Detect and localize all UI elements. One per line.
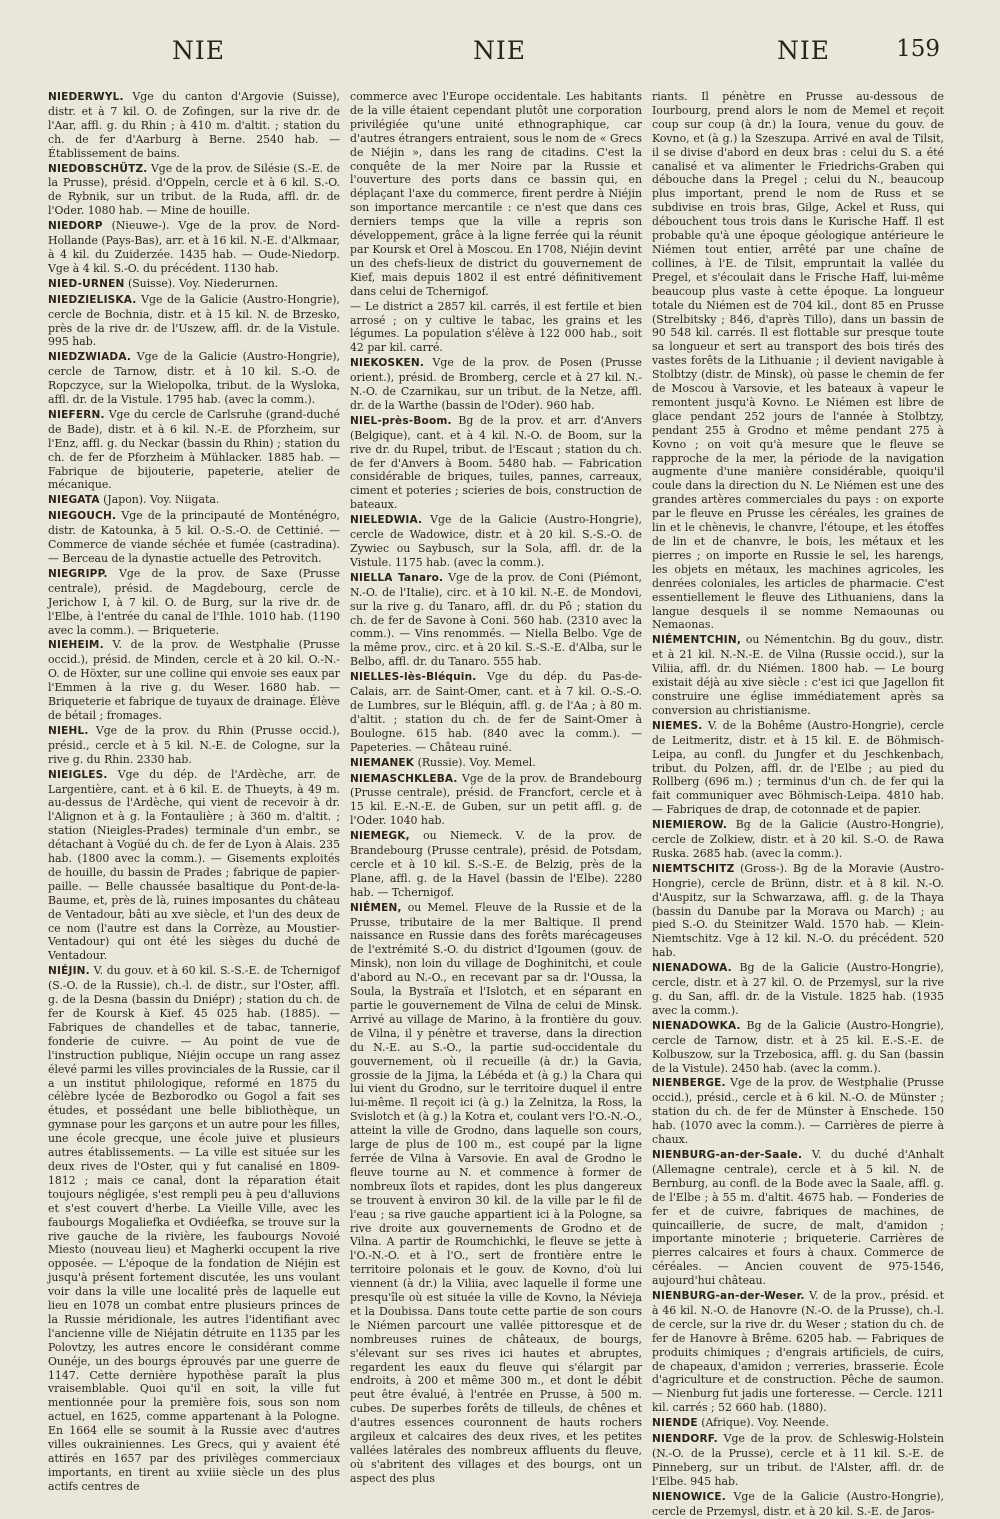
dictionary-entry bbox=[652, 633, 944, 717]
entry-headword: NIEDOBSCHÜTZ. bbox=[48, 162, 148, 175]
entry-headword: NIED-URNEN bbox=[48, 277, 125, 290]
entry-headword: NIEDZWIADA. bbox=[48, 351, 132, 364]
entry-headword: NIEMASCHKLEBA. bbox=[350, 772, 458, 785]
dictionary-entry bbox=[652, 90, 944, 632]
dictionary-entry bbox=[48, 408, 340, 492]
entry-text: Vge de la Galicie (Austro-Hongrie), cercle de Przemysl, distr. et à 20 kil. S.-E. de Jaros- bbox=[652, 1489, 944, 1518]
entry-text: V. de la Bohême (Austro-Hongrie), cercle de Leitmeritz, distr. et à 15 kil. E. de Böhmisch-Leipa, au confl. du Jungfer et du Jeschkenbach, tribut. du Polzen, affl. dr. de l'Elbe ; au pied du Rollberg (696 m.) ; terminus d'un ch. de fer qui la fait communiquer avec Böhmisch-Leipa. 4810 hab. — Fabriques de drap, de cotonnade et de papier. bbox=[652, 718, 944, 817]
entry-text: ou Némentchin. Bg du gouv., distr. et à 21 kil. N.-N.-E. de Vilna (Russie occid.), sur la Viliia, affl. dr. du Niémen. 1800 hab. — Le bourg existait déjà au xive siècle : c'est ici que Jagellon fit construire une église immédiatement après sa conversion au christianisme. bbox=[652, 633, 944, 717]
running-head-center: NIE bbox=[473, 36, 526, 65]
dictionary-entry bbox=[48, 162, 340, 219]
entry-text: Bg de la Galicie (Austro-Hongrie), cercle de Zolkiew, distr. et à 20 kil. S.-O. de Rawa Ruska. 2685 hab. (avec la comm.). bbox=[652, 818, 944, 860]
entry-text: (Gross-). Bg de la Moravie (Austro-Hongrie), cercle de Brünn, distr. et à 8 kil. N.-O. d'Auspitz, sur la Schwarzawa, affl. g. de la Thaya (bassin du Danube par la Morava ou March) ; au pied S.-O. du Steinitzer Wald. 1570 hab. — Klein-Niemtschitz. Vge à 12 kil. N.-O. du précédent. 520 hab. bbox=[652, 861, 944, 960]
entry-text: V. du duché d'Anhalt (Allemagne centrale), cercle et à 5 kil. N. de Bernburg, au confl. de la Bode avec la Saale, affl. g. de l'Elbe ; à 55 m. d'altit. 4675 hab. — Fonderies de fer et de cuivre, fabriques de machines, de quincaillerie, de sucre, de malt, d'amidon ; importante minoterie ; briqueterie. Carrières de pierres calcaires et fours à chaux. Commerce de céréales. — Ancien couvent de 975-1546, aujourd'hui château. bbox=[652, 1147, 944, 1288]
running-head-left: NIE bbox=[172, 36, 225, 65]
entry-headword: NIEGOUCH. bbox=[48, 510, 117, 523]
dictionary-entry bbox=[652, 1076, 944, 1147]
entry-text: — Le district a 2857 kil. carrés, il est fertile et bien arrosé ; on y cultive le tabac, les grains et les légumes. La population s'élève à 122 000 hab., soit 42 par kil. carré. bbox=[350, 299, 642, 355]
dictionary-entry bbox=[350, 300, 642, 356]
dictionary-entry bbox=[48, 638, 340, 722]
entry-headword: NIEGRIPP. bbox=[48, 567, 108, 580]
dictionary-entry bbox=[48, 277, 340, 292]
dictionary-entry bbox=[652, 1148, 944, 1288]
entry-headword: NIEL-près-Boom. bbox=[350, 414, 452, 427]
entry-text: V. du gouv. et à 60 kil. S.-S.-E. de Tchernigof (S.-O. de la Russie), ch.-l. de distr., sur l'Oster, affl. g. de la Desna (bassin du Dniépr) ; station du ch. de fer de Koursk à Kief. 45 025 hab. (1885). — Fabriques de chandelles et de tabac, tannerie, fonderie de cuivre. — Au point de vue de l'instruction publique, Niéjin occupe un rang assez élevé parmi les villes provinciales de la Russie, car il a un institut philologique, reformé en 1875 du célèbre lycée de Bezborodko ou Gogol a fait ses études, et possédant une belle bibliothèque, un gymnase pour les garçons et un autre pour les filles, une école grecque, une école juive et plusieurs autres établissements. — La ville est située sur les deux rives de l'Oster, qui y fut canalisé en 1809-1812 ; mais ce canal, dont la réparation était toujours négligée, s'est rempli peu à peu d'alluvions et s'est couvert d'herbe. La Vieille Ville, avec les faubourgs Mogaliefka et Ovdiéefka, se trouve sur la rive gauche de la rivière, les faubourgs Novoié Miesto (nouveau lieu) et Magherki occupent la rive opposée. — L'époque de la fondation de Niéjin est jusqu'à présent fortement discutée, les uns voulant voir dans la ville une localité près de laquelle eut lieu en 1078 un combat entre plusieurs princes de la Russie méridionale, les autres l'identifiant avec l'ancienne ville de Niéjatin détruite en 1135 par les Polovtzy, les autres encore le considérant comme Ounéje, un des bourgs éprouvés par une guerre de 1147. Cette dernière hypothèse paraît la plus vraisemblable. Quoi qu'il en soit, la ville fut mentionnée pour la première fois, sous son nom actuel, en 1625, comme appartenant à la Pologne. En 1664 elle se soumit à la Russie avec d'autres villes oukrainiennes. Les Grecs, qui y avaient été attirés en 1657 par des privilèges commerciaux importants, en tirent au xviiie siècle un des plus actifs centres de bbox=[48, 964, 340, 1493]
dictionary-entry bbox=[48, 964, 340, 1493]
entry-text: (Russie). Voy. Memel. bbox=[417, 755, 536, 769]
entry-headword: NIENBERGE. bbox=[652, 1077, 726, 1090]
entry-headword: NIEDZIELISKA. bbox=[48, 293, 137, 306]
column-middle bbox=[350, 90, 643, 1485]
entry-headword: NIÉMEN, bbox=[350, 901, 402, 914]
entry-headword: NIÉMENTCHIN, bbox=[652, 634, 742, 647]
entry-headword: NIELLES-lès-Bléquin. bbox=[350, 671, 477, 684]
entry-headword: NIEHEIM. bbox=[48, 639, 104, 652]
entry-headword: NIENDE bbox=[652, 1417, 698, 1430]
entry-headword: NIEMES. bbox=[652, 719, 703, 732]
dictionary-entry bbox=[652, 1490, 944, 1519]
entry-text: Vge de la prov. de Brandebourg (Prusse centrale), présid. de Francfort, cercle et à 15 kil. E.-N.-E. de Guben, sur un petit affl. g. de l'Oder. 1040 hab. bbox=[350, 771, 643, 828]
entry-text: commerce avec l'Europe occidentale. Les habitants de la ville étaient cependant plutôt une corporation privilégiée qu'une unité ethnographique, car d'autres étrangers entraient, sous le nom de « Grecs de Niéjin », dans les rang de citadins. C'est la conquête de la mer Noire par la Russie et l'ouverture des ports dans ce bassin qui, en déplaçant l'axe du commerce, firent perdre à Niéjin son importance mercantile : ce n'est que dans ces derniers temps que la ville a repris son développement, grâce à la ligne ferrée qui la réunit par Koursk et Orel à Moscou. En 1708, Niéjin devint un des chefs-lieux de district du gouvernement de Kief, mais depuis 1802 il est entré définitivement dans celui de Tchernigof. bbox=[350, 90, 642, 298]
dictionary-entry bbox=[652, 1289, 944, 1415]
entry-headword: NIENDORF. bbox=[652, 1433, 718, 1446]
dictionary-entry bbox=[48, 293, 340, 350]
dictionary-entry bbox=[350, 670, 642, 754]
entry-headword: NIEKOSKEN. bbox=[350, 357, 425, 370]
dictionary-entry bbox=[350, 772, 642, 829]
entry-text: Vge du dép. de l'Ardèche, arr. de Largentière, cant. et à 6 kil. E. de Thueyts, à 49 m. au-dessus de l'Ardèche, qui vient de recevoir à dr. l'Alignon et à g. la Fontaulière ; à 360 m. d'altit. ; station (Nieigles-Prades) terminale d'un embr., se détachant à Vogüé du ch. de fer de Lyon à Alais. 235 hab. (1800 avec la comm.). — Gisements exploités de houille, du bassin de Prades ; fabrique de papier-paille. — Belle chaussée basaltique du Pont-de-la-Baume, et, près de là, ruines imposantes du château de Ventadour, bâti au xve siècle, et l'un des deux de ce nom (l'autre est dans la Corrèze, au Moustier-Ventadour) qui ont été les sièges du duché de Ventadour. bbox=[48, 767, 340, 963]
entry-text: Bg de la Galicie (Austro-Hongrie), cercle, distr. et à 27 kil. O. de Przemysl, sur la rive g. du San, affl. dr. de la Vistule. 1825 hab. (1935 avec la comm.). bbox=[652, 961, 944, 1017]
entry-text: ou Niemeck. V. de la prov. de Brandebourg (Prusse centrale), présid. de Potsdam, cercle et à 10 kil. S.-S.-E. de Belzig, près de la Plane, affl. g. de la Havel (bassin de l'Elbe). 2280 hab. — Tchernigof. bbox=[350, 829, 642, 899]
dictionary-entry bbox=[652, 1416, 944, 1431]
entry-headword: NIEMTSCHITZ bbox=[652, 862, 735, 875]
entry-text: Vge de la prov. de Posen (Prusse orient.), présid. de Bromberg, cercle et à 27 kil. N.-N.-O. de Czarnikau, sur un tribut. de la Netze, affl. dr. de la Warthe (bassin de l'Oder). 960 hab. bbox=[350, 356, 642, 412]
dictionary-entry bbox=[48, 509, 340, 566]
dictionary-entry bbox=[652, 961, 944, 1018]
entry-text: Bg de la prov. et arr. d'Anvers (Belgique), cant. et à 4 kil. N.-O. de Boom, sur la rive dr. du Rupel, tribut. de l'Escaut ; station du ch. de fer d'Anvers à Boom. 5480 hab. — Fabrication considérable de briques, tuiles, pannes, carreaux, ciment et poteries ; scieries de bois, construction de bateaux. bbox=[350, 413, 643, 512]
dictionary-entry bbox=[48, 724, 340, 767]
entry-text: Vge de la prov. de Westphalie (Prusse occid.), présid., cercle et à 6 kil. N.-O. de Münster ; station du ch. de fer de Münster à Enschede. 150 hab. (1070 avec la comm.). — Carrières de pierre à chaux. bbox=[652, 1076, 944, 1147]
entry-headword: NIEIGLES. bbox=[48, 768, 108, 781]
dictionary-entry bbox=[350, 356, 642, 413]
column-left bbox=[48, 90, 340, 1493]
entry-text: Vge de la prov. de Saxe (Prusse centrale), présid. de Magdebourg, cercle de Jerichow I, à 7 kil. O. de Burg, sur la rive dr. de l'Elbe, à l'entrée du canal de l'Ihle. 1010 hab. (1190 avec la comm.). — Briqueterie. bbox=[48, 566, 340, 637]
dictionary-entry bbox=[48, 493, 340, 508]
dictionary-entry bbox=[652, 1432, 944, 1489]
dictionary-entry bbox=[350, 571, 642, 669]
dictionary-entry bbox=[48, 90, 340, 161]
entry-headword: NIEDORP bbox=[48, 220, 103, 233]
entry-headword: NIENBURG-an-der-Weser. bbox=[652, 1290, 805, 1303]
entry-text: Vge du canton d'Argovie (Suisse), distr. et à 7 kil. O. de Zofingen, sur la rive dr. de l'Aar, affl. g. du Rhin ; à 410 m. d'altit. ; station du ch. de fer d'Aarburg à Berne. 2540 hab. — Établissement de bains. bbox=[48, 90, 340, 160]
entry-headword: NIEFERN. bbox=[48, 408, 105, 421]
entry-text: Bg de la Galicie (Austro-Hongrie), cercle de Tarnow, distr. et à 25 kil. E.-S.-E. de Kolbuszow, sur la Trzebosica, affl. g. du San (bassin de la Vistule). 2450 hab. (avec la comm.). bbox=[652, 1018, 944, 1075]
dictionary-entry bbox=[652, 862, 944, 960]
dictionary-entry bbox=[652, 719, 944, 817]
page-number: 159 bbox=[896, 36, 940, 62]
dictionary-entry bbox=[652, 818, 944, 861]
entry-headword: NIENOWICE. bbox=[652, 1490, 726, 1503]
entry-headword: NIEDERWYL. bbox=[48, 91, 124, 103]
entry-headword: NIENADOWKA. bbox=[652, 1019, 741, 1032]
dictionary-entry bbox=[350, 90, 642, 299]
entry-headword: NIELLA Tanaro. bbox=[350, 571, 444, 584]
entry-text: V. de la prov., présid. et à 46 kil. N.-O. de Hanovre (N.-O. de la Prusse), ch.-l. de cercle, sur la rive dr. du Weser ; station du ch. de fer de Hanovre à Brême. 6205 hab. — Fabriques de produits chimiques ; d'engrais artificiels, de cuirs, de chapeaux, d'amidon ; verreries, brasserie. École d'agriculture et de construction. Pêche de saumon. — Nienburg fut jadis une forteresse. — Cercle. 1211 kil. carrés ; 52 660 hab. (1880). bbox=[652, 1289, 944, 1415]
entry-text: (Nieuwe-). Vge de la prov. de Nord-Hollande (Pays-Bas), arr. et à 16 kil. N.-E. d'Alkmaar, à 4 kil. du Zuiderzée. 1435 hab. — Oude-Niedorp. Vge à 4 kil. S.-O. du précédent. 1130 hab. bbox=[48, 219, 340, 275]
entry-text: Vge de la Galicie (Austro-Hongrie), cercle de Bochnia, distr. et à 15 kil. N. de Brzesko, près de la rive dr. de l'Uszew, affl. dr. de la Vistule. 995 hab. bbox=[48, 292, 340, 349]
dictionary-entry bbox=[350, 901, 642, 1486]
entry-text: Vge de la principauté de Monténégro, distr. de Katounka, à 5 kil. O.-S.-O. de Cettinié. — Commerce de viande séchée et fumée (castradina). — Berceau de la dynastie actuelle des Petrovitch. bbox=[48, 509, 340, 565]
dictionary-entry bbox=[350, 756, 642, 771]
entry-headword: NIELEDWIA. bbox=[350, 514, 423, 527]
entry-headword: NIEGATA bbox=[48, 494, 100, 507]
entry-headword: NIEHL. bbox=[48, 724, 89, 737]
entry-text: V. de la prov. de Westphalie (Prusse occid.), présid. de Minden, cercle et à 20 kil. O.-N.-O. de Höxter, sur une colline qui envoie ses eaux par l'Emmen à la rive g. du Weser. 1680 hab. — Briqueterie et fabrique de tuyaux de drainage. Élève de bétail ; fromages. bbox=[48, 638, 340, 722]
entry-text: (Japon). Voy. Niigata. bbox=[103, 493, 220, 507]
dictionary-entry bbox=[350, 829, 642, 900]
entry-headword: NIEMANEK bbox=[350, 756, 415, 769]
entry-text: Vge du cercle de Carlsruhe (grand-duché de Bade), distr. et à 6 kil. N.-E. de Pforzheim, sur l'Enz, affl. g. du Neckar (bassin du Rhin) ; station du ch. de fer de Pforzheim à Mühlacker. 1885 hab. — Fabrique de bijouterie, papeterie, atelier de mécanique. bbox=[48, 407, 340, 492]
entry-text: ou Memel. Fleuve de la Russie et de la Prusse, tributaire de la mer Baltique. Il prend naissance en Russie dans des forêts marécageuses de l'extrémité S.-O. du district d'Igoumen (gouv. de Minsk), non loin du village de Doghinitchi, et coule d'abord au N.-O., en recevant par sa dr. l'Oussa, la Soula, la Bystraïa et l'Islotch, et en séparant en partie le gouvernement de Vilna de celui de Minsk. Arrivé au village de Marino, à la frontière du gouv. de Vilna, il y pénètre et traverse, dans la direction du N.-E. au S.-O., la partie sud-occidentale du gouvernement, où il recueille (à dr.) la Gavia, grossie de la Jijma, la Lébéda et (à g.) la Chara qui lui vient du Grodno, sur le territoire duquel il entre lui-même. Il reçoit ici (à g.) la Zelnitza, la Ross, la Svislotch et (à g.) la Kotra et, coulant vers l'O.-N.-O., atteint la ville de Grodno, dans laquelle son cours, large de plus de 100 m., est coupé par la ligne ferrée de Vilna à Varsovie. En aval de Grodno le fleuve tourne au N. et commence à former de nombreux îlots et rapides, dont les plus dangereux se trouvent à environ 30 kil. de la ville par le fil de l'eau ; sa rive gauche appartient ici à la Pologne, sa rive droite aux gouvernements de Grodno et de Vilna. A partir de Roumchichki, le fleuve se jette à l'O.-N.-O. et à l'O., sert de frontière entre le territoire polonais et le gouv. de Kovno, d'où lui viennent (à dr.) la Viliia, avec laquelle il forme une presqu'île où est située la ville de Kovno, la Névieja et la Doubissa. Dans toute cette partie de son cours le Niémen parcourt une vallée pittoresque et de nombreuses ruines de châteaux, de bourgs, s'élevant sur ses rives ici hautes et abruptes, regardent les eaux du fleuve qui s'élargit par endroits, à 200 et même 300 m., et dont le débit peut être évalué, à l'entrée en Prusse, à 500 m. cubes. De superbes forêts de tilleuls, de chênes et d'autres essences couronnent de hauts rochers argileux et calcaires des deux rives, et les petites vallées latérales des nombreux affluents du fleuve, où s'abritent des villages et des bourgs, ont un aspect des plus bbox=[350, 900, 642, 1485]
entry-text: Vge de la prov. de Coni (Piémont, N.-O. de l'Italie), circ. et à 10 kil. N.-E. de Mondovi, sur la rive g. du Tanaro, affl. dr. du Pô ; station du ch. de fer de Savone à Coni. 560 hab. (2310 avec la comm.). — Vins renommés. — Niella Belbo. Vge de la même prov., circ. et à 20 kil. S.-S.-E. d'Alba, sur le Belbo, affl. dr. du Tanaro. 555 hab. bbox=[350, 570, 643, 669]
entry-headword: NIÉJIN. bbox=[48, 965, 90, 978]
dictionary-entry bbox=[48, 768, 340, 964]
dictionary-entry bbox=[48, 219, 340, 276]
entry-text: Vge de la Galicie (Austro-Hongrie), cercle de Tarnow, distr. et à 10 kil. S.-O. de Ropczyce, sur la Wielopolka, tribut. de la Wysloka, affl. dr. de la Vistule. 1795 hab. (avec la comm.). bbox=[48, 350, 340, 407]
entry-text: Vge de la prov. de Schleswig-Holstein (N.-O. de la Prusse), cercle et à 11 kil. S.-E. de Pinneberg, sur un tribut. de l'Alster, affl. dr. de l'Elbe. 945 hab. bbox=[652, 1432, 944, 1488]
entry-text: (Afrique). Voy. Neende. bbox=[701, 1416, 829, 1430]
dictionary-entry bbox=[48, 567, 340, 638]
entry-text: riants. Il pénètre en Prusse au-dessous de Iourbourg, prend alors le nom de Memel et reçoit coup sur coup (à dr.) la Ioura, venue du gouv. de Kovno, et (à g.) la Szeszupa. Arrivé en aval de Tilsit, il se divise d'abord en deux bras : celui du S. a été canalisé et va alimenter le Friedrichs-Graben qui débouche dans la Pregel ; celui du N., beaucoup plus important, prend le nom de Russ et se subdivise en trois bras, Gilge, Ackel et Russ, qui débouchent tous trois dans le Kurische Haff. Il est probable qu'à une époque géologique antérieure le Niémen tout entier, arrêté par une chaîne de collines, à l'E. de Tilsit, empruntait la vallée du Pregel, et s'écoulait dans le Frische Haff, lui-même beaucoup plus vaste à cette époque. La longueur totale du Niémen est de 704 kil., dont 85 en Prusse (Strelbitsky ; 846, d'après Tillo), dans un bassin de 90 548 kil. carrés. Il est flottable sur presque toute sa longueur et sert au transport des bois tirés des vastes forêts de la Lithuanie ; il devient navigable à Stolbtzy (distr. de Minsk), où passe le chemin de fer de Moscou à Varsovie, et les bateaux à vapeur le remontent jusqu'à Kovno. Le Niémen est libre de glace pendant 252 jours de l'année à Stolbtzy, pendant 255 à Grodno et même pendant 275 à Kovno ; on voit qu'à mesure que le fleuve se rapproche de la mer, la période de la navigation augmente d'une manière considérable, quoiqu'il coule dans la direction du N. Le Niémen est une des grandes artères commerciales du pays : on exporte par le fleuve en Prusse les céréales, les graines de lin et le chènevis, le chanvre, l'étoupe, et les étoffes de lin et de chanvre, le bois, les métaux et les pierres ; on importe en Russie le sel, les harengs, les objets en métaux, les machines agricoles, les denrées coloniales, les articles de pharmacie. C'est essentiellement le fleuve des Lithuaniens, dans la langue desquels il se nomme Nemaounas ou Nemaonas. bbox=[652, 90, 944, 632]
entry-headword: NIENBURG-an-der-Saale. bbox=[652, 1148, 803, 1161]
dictionary-entry bbox=[48, 350, 340, 407]
dictionary-entry bbox=[652, 1019, 944, 1076]
entry-headword: NIENADOWA. bbox=[652, 962, 732, 975]
entry-headword: NIEMIEROW. bbox=[652, 819, 728, 832]
dictionary-entry bbox=[350, 513, 642, 570]
page-header bbox=[60, 36, 940, 76]
column-right bbox=[652, 90, 944, 1518]
entry-text: Vge de la prov. de Silésie (S.-E. de la Prusse), présid. d'Oppeln, cercle et à 6 kil. S.-O. de Rybnik, sur un tribut. de la Ruda, affl. dr. de l'Oder. 1080 hab. — Mine de houille. bbox=[48, 161, 340, 218]
entry-text: Vge du dép. du Pas-de-Calais, arr. de Saint-Omer, cant. et à 7 kil. O.-S.-O. de Lumbres, sur le Bléquin, affl. g. de l'Aa ; à 80 m. d'altit. ; station du ch. de fer de Saint-Omer à Boulogne. 615 hab. (840 avec la comm.). — Papeteries. — Château ruiné. bbox=[350, 670, 642, 754]
entry-headword: NIEMEGK, bbox=[350, 830, 410, 843]
dictionary-entry bbox=[350, 414, 642, 512]
entry-text: Vge de la Galicie (Austro-Hongrie), cercle de Wadowice, distr. et à 20 kil. S.-S.-O. de Zywiec ou Saybusch, sur la Sola, affl. dr. de la Vistule. 1175 hab. (avec la comm.). bbox=[350, 513, 642, 569]
entry-text: (Suisse). Voy. Niederurnen. bbox=[127, 276, 279, 290]
entry-text: Vge de la prov. du Rhin (Prusse occid.), présid., cercle et à 5 kil. N.-E. de Cologne, sur la rive g. du Rhin. 2330 hab. bbox=[48, 723, 340, 766]
running-head-right: NIE bbox=[777, 36, 830, 65]
